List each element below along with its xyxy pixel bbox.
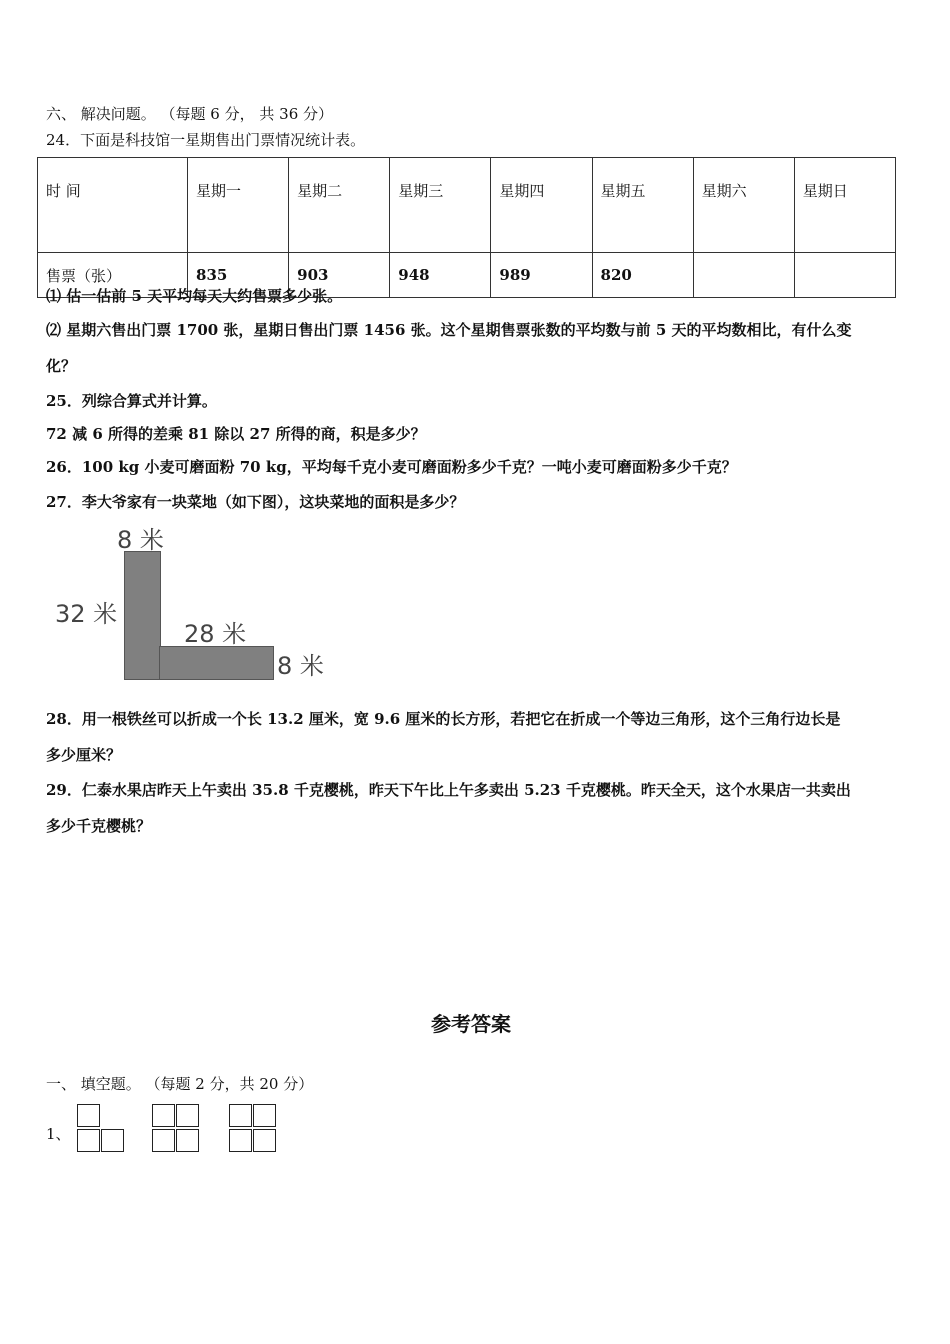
square: [253, 1104, 276, 1127]
question-26: 26．100 kg 小麦可磨面粉 70 kg，平均每千克小麦可磨面粉多少千克？一吨小麦可磨面粉多少千克？: [46, 458, 737, 476]
label-right: 8 米: [277, 652, 324, 680]
square: [152, 1104, 175, 1127]
question-27: 27．李大爷家有一块菜地（如下图），这块菜地的面积是多少？: [46, 493, 465, 511]
square: [77, 1104, 100, 1127]
subquestion-2: ⑵ 星期六售出门票 1700 张，星期日售出门票 1456 张。这个星期售票张数的平均数与前 5 天的平均数相比，有什么变: [46, 321, 852, 339]
table-cell: 星期一: [188, 158, 289, 253]
table-header-row: [38, 158, 896, 253]
table-cell: 星期四: [491, 158, 592, 253]
table-cell: 星期三: [390, 158, 491, 253]
question-25-body: 72 减 6 所得的差乘 81 除以 27 所得的商，积是多少？: [46, 425, 426, 443]
label-top: 8 米: [117, 526, 164, 554]
square: [176, 1104, 199, 1127]
square: [77, 1129, 100, 1152]
subquestion-1: ⑴ 估一估前 5 天平均每天大约售票多少张。: [46, 287, 343, 305]
table-cell: 星期日: [794, 158, 895, 253]
answers-title: 参考答案: [431, 1012, 511, 1036]
section-heading: 一、 填空题。 （每题 2 分，共 20 分）: [46, 1075, 314, 1093]
section-heading: 六、 解决问题。 （每题 6 分， 共 36 分）: [46, 105, 334, 123]
table-cell: 时 间: [38, 158, 188, 253]
question-29: 29．仁泰水果店昨天上午卖出 35.8 千克樱桃，昨天下午比上午多卖出 5.23 千克樱桃。昨天全天，这个水果店一共卖出: [46, 781, 851, 799]
question-28-cont: 多少厘米？: [46, 746, 122, 764]
table-cell: 星期六: [693, 158, 794, 253]
table-cell: 820: [592, 253, 693, 298]
subquestion-2-cont: 化？: [46, 357, 77, 375]
label-inner: 28 米: [184, 620, 247, 648]
square: [101, 1129, 124, 1152]
question-24: 24．下面是科技馆一星期售出门票情况统计表。: [46, 131, 366, 149]
table-cell: 989: [491, 253, 592, 298]
square: [176, 1129, 199, 1152]
ticket-table: [37, 157, 896, 298]
question-29-cont: 多少千克樱桃？: [46, 817, 152, 835]
table-cell: 星期二: [289, 158, 390, 253]
vertical-bar: [124, 551, 161, 680]
table-cell: [794, 253, 895, 298]
square: [229, 1129, 252, 1152]
table-cell: [693, 253, 794, 298]
square: [229, 1104, 252, 1127]
square: [253, 1129, 276, 1152]
answer-1-label: 1、: [46, 1125, 71, 1143]
table-cell: 903: [289, 253, 390, 298]
label-left: 32 米: [55, 600, 118, 628]
table-cell: 售票（张）: [38, 253, 188, 298]
question-25: 25．列综合算式并计算。: [46, 392, 217, 410]
horizontal-bar: [159, 646, 274, 680]
square: [152, 1129, 175, 1152]
table-cell: 星期五: [592, 158, 693, 253]
table-cell: 835: [188, 253, 289, 298]
question-28: 28．用一根铁丝可以折成一个长 13.2 厘米，宽 9.6 厘米的长方形，若把它在折成一个等边三角形，这个三角行边长是: [46, 710, 841, 728]
table-cell: 948: [390, 253, 491, 298]
